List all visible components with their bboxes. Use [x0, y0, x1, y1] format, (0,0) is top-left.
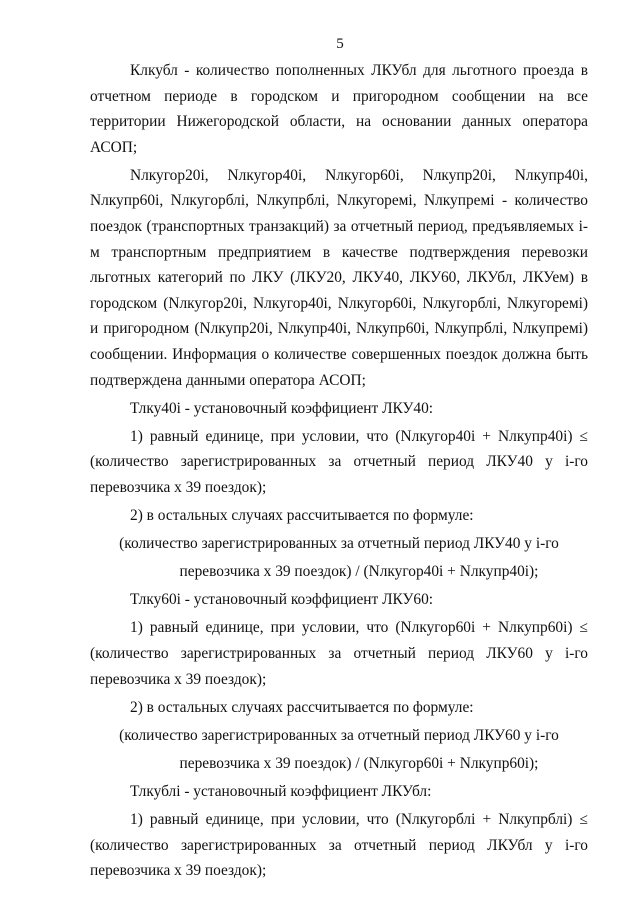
paragraph-tlkubl-heading: Тлкублi - установочный коэффициент ЛКУбл:	[130, 783, 432, 801]
paragraph-tlku60-heading: Тлку60i - установочный коэффициент ЛКУ60:	[130, 591, 434, 609]
paragraph-klkubl-definition: Клкубл - количество пополненных ЛКУбл для льготного проезда в отчетном периоде в городском и пригородном сообщении на все территории Нижегородской области, на основании данных оператора АСОП;	[90, 62, 588, 156]
paragraph-tlku60-condition-2: 2) в остальных случаях рассчитывается по формуле:	[130, 698, 474, 716]
paragraph-tlku40-condition-2: 2) в остальных случаях рассчитывается по формуле:	[130, 507, 474, 525]
formula-tlku60-line-1: (количество зарегистрированных за отчетный период ЛКУ60 у i-го	[119, 726, 559, 744]
paragraph-tlku40-heading: Тлку40i - установочный коэффициент ЛКУ40:	[130, 399, 434, 417]
paragraph-trips-definition: Nлкугор20i, Nлкугор40i, Nлкугор60i, Nлкупр20i, Nлкупр40i, Nлкупр60i, Nлкугорблi, Nлкупрблi, Nлкугоремi, Nлкупремi - количество поездок (транспортных транзакций) за отчетный период, предъявляемых i-м транспортным предприятием в качестве подтверждения перевозки льготных категорий по ЛКУ (ЛКУ20, ЛКУ40, ЛКУ60, ЛКУбл, ЛКУем) в городском (Nлкугор20i, Nлкугор40i, Nлкугор60i, Nлкугорблi, Nлкугоремi) и пригородном (Nлкупр20i, Nлкупр40i, Nлкупр60i, Nлкупрблi, Nлкупремi) сообщении. Информация о количестве совершенных поездок должна быть подтверждена данными оператора АСОП;	[90, 166, 588, 389]
paragraph-tlkubl-condition-1: 1) равный единице, при условии, что (Nлкугорблi + Nлкупрблi) ≤ (количество зарегистрированных за отчетный период ЛКУбл у i-го перевозчика х 39 поездок);	[90, 811, 588, 880]
document-body	[90, 58, 588, 886]
formula-tlku40-line-1: (количество зарегистрированных за отчетный период ЛКУ40 у i-го	[119, 535, 559, 553]
page-number: 5	[336, 36, 344, 52]
formula-tlku40-line-2: перевозчика х 39 поездок) / (Nлкугор40i + Nлкупр40i);	[179, 563, 539, 581]
paragraph-tlku60-condition-1: 1) равный единице, при условии, что (Nлкугор60i + Nлкупр60i) ≤ (количество зарегистрированных за отчетный период ЛКУ60 у i-го перевозчика х 39 поездок);	[90, 619, 588, 688]
paragraph-tlku40-condition-1: 1) равный единице, при условии, что (Nлкугор40i + Nлкупр40i) ≤ (количество зарегистрированных за отчетный период ЛКУ40 у i-го перевозчика х 39 поездок);	[90, 427, 588, 496]
formula-tlku60-line-2: перевозчика х 39 поездок) / (Nлкугор60i + Nлкупр60i);	[179, 754, 539, 772]
